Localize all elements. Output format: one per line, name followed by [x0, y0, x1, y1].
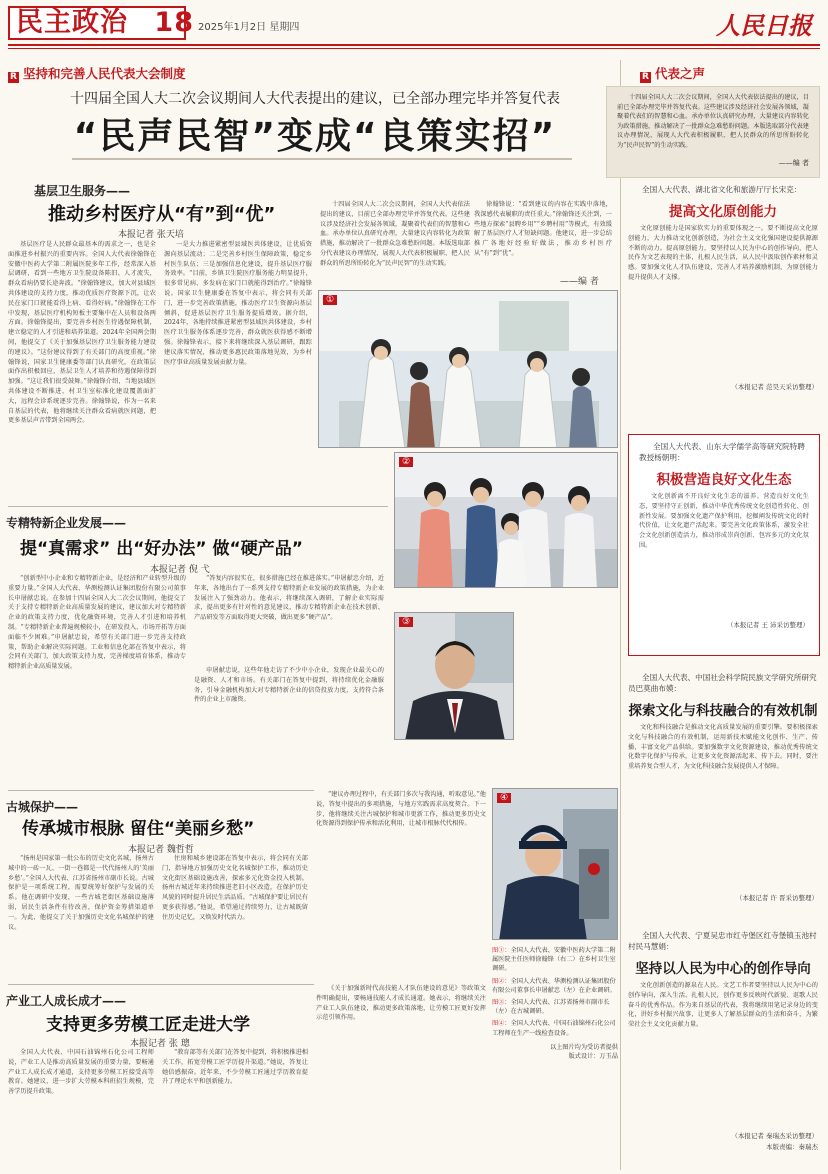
- side-item-body: 文化创新离不开良好文化生态的滋养。营造良好文化生态，要坚持守正创新，推动中华优秀传统文化创造性转化、创新性发展。要加强文化遗产保护利用，挖掘阐发传统文化的时代价值，让文化遗产活起来。要完善文化政策体系，激发全社会文化创新创造活力，推动形成崇尚创新、包容多元的文化氛围。: [639, 493, 809, 549]
- side-item-headline: 积极营造良好文化生态: [656, 472, 792, 488]
- lead-deck: 十四届全国人大二次会议期间人大代表提出的建议，已全部办理完毕并答复代表: [70, 91, 560, 107]
- article-kicker: 产业工人成长成才——: [6, 994, 127, 1008]
- article-body: “建议办理过程中，有关部门多次与我沟通，听取意见。”他说，答复中提出的多项措施，与地方实践需求高度契合。下一步，他将继续关注古城保护和城市更新工作，推动更多历史文化资源得到保护传承和活化利用，让城市根脉代代相传。: [316, 791, 486, 828]
- editor-note-body: 十四届全国人大二次会议期间，全国人大代表依法提出的建议，目前已全部办理完毕并答复代表。这些建议涉及经济社会发展各领域，凝聚着代表们的智慧和心血。承办单位认真研究办理，大量建议内容转化为政策措施，推动解决了一批群众急难愁盼问题。本版选取部分代表建议办理情况，展现人大代表积极履职、把人民群众的所思所盼转化为“民声民智”的生动实践。: [320, 201, 470, 267]
- side-item-intro: 全国人大代表、湖北省文化和旅游厅厅长宋克：: [642, 185, 802, 194]
- editor-intro-box: [606, 86, 820, 178]
- column-tag-icon: R: [640, 72, 651, 83]
- photo-worker: [492, 788, 618, 940]
- article-kicker: 基层卫生服务——: [34, 184, 131, 198]
- issue-date: 2025年1月2日 星期四: [198, 22, 300, 33]
- page-number: 18: [154, 7, 194, 38]
- caption-source: 以上图片均为受访者提供: [549, 1043, 618, 1051]
- photo-caption: 图③：全国人大代表、江苏省扬州市副市长（左）在古城调研。: [492, 999, 610, 1016]
- photo-number: ①: [323, 295, 337, 305]
- side-item-body: 文化和科技融合是推动文化高质量发展的重要引擎。要积极探索文化与科技融合的有效机制，运用新技术赋能文化创作、生产、传播，丰富文化产品供给。要加强数字文化资源建设，推动优秀传统文化数字化保护与传承，让更多文化资源活起来、传下去。同时，要注重培养复合型人才，为文化科技融合发展提供人才保障。: [628, 724, 818, 771]
- side-item-source: （本报记者 许 晋采访整理）: [735, 894, 818, 902]
- page-credit: 本版责编：秦瑞杰: [766, 1143, 818, 1151]
- side-item-source: （本报记者 王 沛采访整理）: [726, 621, 809, 629]
- column-tag-right: R 代表之声: [640, 64, 705, 83]
- article-headline: 支持更多劳模工匠走进大学: [46, 1015, 250, 1035]
- photo-classroom-image: [395, 453, 618, 588]
- column-separator: [620, 60, 621, 1170]
- side-item-source: （本报记者 秦瑞杰采访整理）: [731, 1132, 818, 1140]
- photo-caption: 图②：全国人大代表、华测检测认证集团股份有限公司董事长申屠献忠（左）在企业调研。: [492, 977, 616, 994]
- photo-number: ③: [399, 617, 413, 627]
- side-item-boxed: [628, 434, 820, 656]
- article-kicker: 古城保护——: [6, 800, 79, 814]
- side-item-intro: 全国人大代表、宁夏吴忠市红寺堡区红寺堡镇玉池村村民马慧娟：: [628, 931, 817, 951]
- side-item: [628, 672, 818, 902]
- article-body: “扬州是国家第一批公布的历史文化名城，扬州古城中的一砖一瓦、一街一巷都是一代代扬州人的‘美丽乡愁’。”全国人大代表、江苏省扬州市副市长说。古城保护是一项系统工程，需要统筹好保护与发展的关系。他在调研中发现，一些古城老街区基础设施薄弱，居民生活条件有待改善，保护资金筹措渠道单一。为此，他提交了关于加强历史文化名城保护的建议。: [8, 855, 154, 931]
- section-title: 民主政治 18: [16, 7, 194, 38]
- article-body: 《关于加强新时代高技能人才队伍建设的意见》等政策文件明确提出，要畅通技能人才成长通道。她表示，将继续关注产业工人队伍建设，推动更多政策落地，让劳模工匠更好发挥示范引领作用。: [316, 985, 486, 1022]
- article-body: 基层医疗是人民群众最基本的需求之一，也是全面推进乡村振兴的重要内容。全国人大代表徐翰锋在安徽中医药大学第二附属医院多年工作，经常深入基层调研，看到一些地方卫生院设备陈旧、人才流失，群众看病仍要长途奔波。“徐翰锋建议，加大对县域医共体建设的支持力度，推动优质医疗资源下沉，让农民在家门口就能看得上病、看得好病。”徐翰锋在工作中发现，基层医疗机构短板主要集中在人员和设备两方面。徐翰锋提出，要完善乡村医生待遇保障机制，建立稳定的人才引进和培养渠道。2024年全国两会期间，他提交了《关于加强基层医疗卫生服务能力建设的建议》。“这份建议得到了有关部门的高度重视。”徐翰锋说，国家卫生健康委等部门认真研究，在政策层面作出积极回应，基层卫生人才培养和待遇保障得到加强。“这让我们很受鼓舞。”徐翰锋介绍，当地县域医共体建设不断推进，村卫生室标准化建设覆盖面扩大，远程会诊系统逐步完善。徐翰锋说，作为一名来自基层的代表，他将继续关注群众看病就医问题，把更多基层声音带到全国两会。: [8, 241, 156, 425]
- photo-captions: [492, 946, 618, 1170]
- article-body: 住房和城乡建设部在答复中表示，将会同有关部门，指导地方加强历史文化名城保护工作，推动历史文化街区基础设施改善，探索多元化资金投入机制。扬州古城近年来持续推进老旧小区改造，在保护历史风貌的同时提升居民生活品质。“古城保护要让居民有更多获得感。”他说，希望通过持续努力，让古城既留住历史记忆，又焕发时代活力。: [162, 855, 308, 921]
- page-editor: 版式设计：万玉晶: [568, 1053, 618, 1061]
- side-item-body: 文化创新创造的源泉在人民。文艺工作者要坚持以人民为中心的创作导向，深入生活、扎根人民，创作更多反映时代新貌、讴歌人民奋斗的优秀作品。作为来自基层的代表，我将继续用笔记录身边的变化，讲好乡村振兴故事，让更多人了解基层群众的生活和奋斗，为繁荣社会主义文化贡献力量。: [628, 982, 818, 1029]
- article-headline: 传承城市根脉 留住“美丽乡愁”: [22, 819, 255, 839]
- side-item-body: 文化原创能力是国家软实力的重要体现之一。要不断提高文化原创能力，大力推动文化创新创造，为社会主义文化强国建设提供源源不断的动力。提高原创能力，要坚持以人民为中心的创作导向，把人民作为文艺表现的主体，扎根人民生活，从人民中汲取创作素材和灵感。要加强文化人才队伍建设，完善人才培养激励机制，为原创能力提升提供人才支撑。: [628, 225, 818, 281]
- article-body: 申屠献忠说，这些年他走访了不少中小企业，发现企业最关心的是融资、人才和市场。有关部门在答复中提到，将持续优化金融服务，引导金融机构加大对专精特新企业的信贷投放力度，支持符合条件的企业上市融资。: [194, 667, 384, 704]
- column-tag-left: R 坚持和完善人民代表大会制度: [8, 64, 186, 83]
- masthead-rule: [8, 44, 820, 46]
- side-item: [628, 184, 818, 391]
- lead-headline: “民声民智”变成“良策实招”: [73, 116, 557, 157]
- photo-number: ②: [399, 457, 413, 467]
- photo-clinic: [318, 290, 618, 448]
- photo-classroom: [394, 452, 618, 588]
- editor-note-body-cont: 徐翰锋说：“看到建议的内容在实践中落地，我深感代表履职的责任重大。”徐翰锋还关注到，一些地方探索“县聘乡用”“乡聘村用”等模式，有效缓解了基层医疗人才短缺问题。他建议，进一步总结推广各地好经验好做法，推动乡村医疗从“有”到“优”。: [474, 201, 612, 257]
- article-body: “教育部等有关部门在答复中提到，将积极推进相关工作，拓宽劳模工匠学历提升渠道。”她说，答复让她倍感振奋。近年来，不少劳模工匠通过学历教育提升了理论水平和创新能力。: [162, 1049, 308, 1086]
- photo-clinic-image: [319, 291, 618, 448]
- intro-byline: ——编 者: [778, 159, 809, 167]
- photo-number: ④: [497, 793, 511, 803]
- headline-underline: [72, 158, 572, 160]
- article-headline: 提“真需求” 出“好办法” 做“硬产品”: [20, 539, 303, 559]
- article-byline: 本报记者 魏哲哲: [128, 845, 194, 855]
- section-divider: [8, 984, 314, 985]
- photo-worker-image: [493, 789, 618, 940]
- photo-delegate-portrait: [394, 612, 514, 740]
- side-item-intro: 全国人大代表、山东大学儒学高等研究院特聘教授杨朝明：: [639, 442, 805, 462]
- side-item-source: （本报记者 范昊天采访整理）: [731, 383, 818, 391]
- article-byline: 本报记者 倪 弋: [150, 565, 210, 575]
- intro-text: 十四届全国人大二次会议期间，全国人大代表依法提出的建议，目前已全部办理完毕并答复代表。这些建议涉及经济社会发展各领域，凝聚着代表们的智慧和心血。承办单位认真研究办理，大量建议内容转化为政策措施，推动解决了一批群众急难愁盼问题。本版选取部分代表建议办理情况，展现人大代表积极履职、把人民群众的所思所盼转化为“民声民智”的生动实践。: [617, 94, 809, 149]
- side-item-headline: 坚持以人民为中心的创作导向: [635, 961, 811, 977]
- article-body: 全国人大代表、中国石油锦州石化公司工程师说，产业工人是推动高质量发展的重要力量，要畅通产业工人成长成才通道，支持更多劳模工匠接受高等教育。她建议，进一步扩大劳模本科班招生规模，完善学历提升政策。: [8, 1049, 154, 1096]
- side-item: [628, 930, 818, 1151]
- article-headline: 推动乡村医疗从“有”到“优”: [48, 204, 276, 225]
- article-byline: 本报记者 张天培: [118, 230, 184, 240]
- article-byline: 本报记者 张 璁: [130, 1039, 190, 1049]
- article-body: 一是大力推进紧密型县域医共体建设，让优质资源向基层流动；二是完善乡村医生保障政策，稳定乡村医生队伍；三是加强信息化建设，提升基层医疗服务效率。“目前，乡镇卫生院医疗服务能力明显提升，很多常见病、多发病在家门口就能得到治疗。”徐翰锋说。国家卫生健康委在答复中表示，将会同有关部门，进一步完善政策措施，推动医疗卫生资源向基层倾斜，促进基层医疗卫生服务提质增效。据介绍，2024年，各地持续推进紧密型县域医共体建设，乡村医疗卫生服务体系逐步完善，群众就医获得感不断增强。徐翰锋表示，接下来将继续深入基层调研，跟踪建议落实情况，推动更多惠民政策落地见效，为乡村医疗事业高质量发展贡献力量。: [164, 241, 312, 366]
- newspaper-logo: 人民日报: [716, 11, 812, 40]
- side-item-headline: 探索文化与科技融合的有效机制: [628, 703, 818, 719]
- article-body: “创新型中小企业和专精特新企业，是经济和产业转型升级的重要力量。”全国人大代表、华测检测认证集团股份有限公司董事长申屠献忠说。在参加十四届全国人大二次会议期间，他提交了关于支持专精特新企业高质量发展的建议，建议加大对专精特新企业的政策支持力度，优化融资环境，完善人才引进和培养机制。“专精特新企业普遍规模较小，在研发投入、市场开拓等方面面临不少困难。”申屠献忠说，希望有关部门进一步完善支持政策，帮助企业解决实际问题。工业和信息化部在答复中表示，将会同有关部门，加大政策支持力度，完善梯度培育体系，推动专精特新企业高质量发展。: [8, 575, 186, 671]
- side-item-headline: 提高文化原创能力: [669, 204, 777, 220]
- editor-note-byline: ——编 者: [560, 277, 599, 287]
- photo-caption: 图④：全国人大代表、中国石油锦州石化公司工程师在生产一线检查设备。: [492, 1020, 616, 1037]
- photo-portrait-image: [395, 613, 514, 740]
- section-divider: [8, 506, 388, 507]
- photo-caption: 图①：全国人大代表、安徽中医药大学第二附属医院主任医师徐翰锋（右二）在乡村卫生室调研。: [492, 947, 616, 973]
- column-tag-icon: R: [8, 72, 19, 83]
- article-body: “答复内容很实在，很多措施已经在推进落实。”申屠献忠介绍，近年来，各地出台了一系列支持专精特新企业发展的政策措施，为企业发展注入了强劲动力。他表示，将继续深入调研，了解企业实际需求，提出更多有针对性的意见建议，推动专精特新企业在技术创新、产品研发等方面取得更大突破，做出更多“硬产品”。: [194, 575, 384, 622]
- section-divider: [8, 790, 314, 791]
- article-kicker: 专精特新企业发展——: [6, 516, 127, 530]
- side-item-intro: 全国人大代表、中国社会科学院民族文学研究所研究员巴莫曲布嫫：: [628, 673, 817, 693]
- masthead-rule-thin: [8, 48, 820, 49]
